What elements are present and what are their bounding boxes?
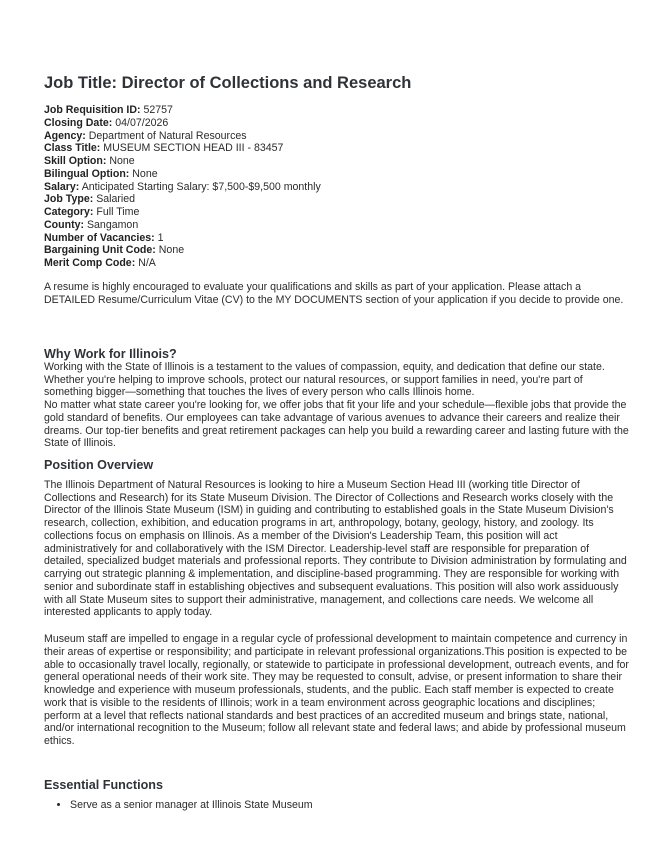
section-heading: Essential Functions xyxy=(44,778,163,792)
field-merit-comp: Merit Comp Code: N/A xyxy=(44,257,156,269)
field-closing-date: Closing Date: 04/07/2026 xyxy=(44,116,169,129)
section-heading: Position Overview xyxy=(44,458,154,472)
field-job-type: Job Type: Salaried xyxy=(44,193,136,206)
field-county: County: Sangamon xyxy=(44,218,139,231)
section-heading: Why Work for Illinois? xyxy=(44,347,177,361)
resume-note: A resume is highly encouraged to evaluate your qualifications and skills as part of your application. Please attach a DETAILED Resume/Curriculum Vitae (CV) to the MY DOCUMENTS section of your application if you decide to provide one. xyxy=(44,281,624,306)
field-vacancies: Number of Vacancies: 1 xyxy=(44,231,164,244)
paragraph: The Illinois Department of Natural Resources is looking to hire a Museum Section Head III (working title Director of Collections and Research) for its State Museum Division. The Director of Collections and Research works closely with the Director of the Illinois State Museum (ISM) in guiding and contributing to established goals in the State Museum Division's research, collection, exhibition, and education programs in art, anthropology, botany, geology, history, and zoology. Its collections focus on emphasis on Illinois. As a member of the Division's Leadership Team, this position will act administratively for and collaboratively with the ISM Director. Leadership-level staff are responsible for preparation of detailed, specialized budget materials and professional reports. They contribute to Division administration by formulating and carrying out strategic planning & implementation, and discipline-based programming. They are responsible for working with senior and subordinate staff in establishing objectives and subsequent evaluations. This position will also work assiduously with all State Museum sites to support their administrative, management, and collections care needs. We welcome all interested applicants to apply today. xyxy=(44,478,627,619)
field-category: Category: Full Time xyxy=(44,206,140,218)
position-overview-section xyxy=(44,459,629,619)
field-agency: Agency: Department of Natural Resources xyxy=(44,129,247,142)
field-class-title: Class Title: MUSEUM SECTION HEAD III - 83457 xyxy=(44,142,284,155)
essential-functions-section xyxy=(44,779,629,812)
functions-list xyxy=(44,799,629,812)
field-skill-option: Skill Option: None xyxy=(44,155,135,167)
paragraph: Museum staff are impelled to engage in a regular cycle of professional development to maintain competence and currency in their areas of expertise or responsibility; and participate in relevant professional organizations.This position is expected to be able to occasionally travel locally, regionally, or statewide to participate in professional development, outreach events, and for general operational needs of their work site. They may be requested to consult, advise, or present information to share their knowledge and experience with museum professionals, students, and the public. Each staff member is expected to create work that is visible to the residents of Illinois; work in a team environment across geographic locations and disciplines; perform at a level that reflects national standards and best practices of an accredited museum and brings state, national, and/or international recognition to the Museum; follow all relevant state and federal laws; and abide by professional museum ethics. xyxy=(44,633,629,747)
field-bilingual-option: Bilingual Option: None xyxy=(44,167,158,180)
paragraph: Working with the State of Illinois is a testament to the values of compassion, equity, and dedication that define our state. Whether you're helping to improve schools, protect our natural resources, or support families in need, you're part of something bigger—something that touches the lives of every person who calls Illinois home. xyxy=(44,360,605,399)
field-salary: Salary: Anticipated Starting Salary: $7,500-$9,500 monthly xyxy=(44,180,321,193)
paragraph: No matter what state career you're looking for, we offer jobs that fit your life and your schedule—flexible jobs that provide the gold standard of benefits. Our employees can take advantage of various avenues to advance their careers and realize their dreams. Our top-tier benefits and great retirement packages can help you build a rewarding career and lasting future with the State of Illinois. xyxy=(44,399,629,450)
page-title: Job Title: Director of Collections and Research xyxy=(44,74,412,92)
job-details xyxy=(44,104,321,270)
field-requisition-id: Job Requisition ID: 52757 xyxy=(44,104,173,116)
why-work-section xyxy=(44,348,629,450)
list-item: • Serve as a senior manager at Illinois State Museum xyxy=(70,799,629,812)
field-bargaining-unit: Bargaining Unit Code: None xyxy=(44,244,185,257)
